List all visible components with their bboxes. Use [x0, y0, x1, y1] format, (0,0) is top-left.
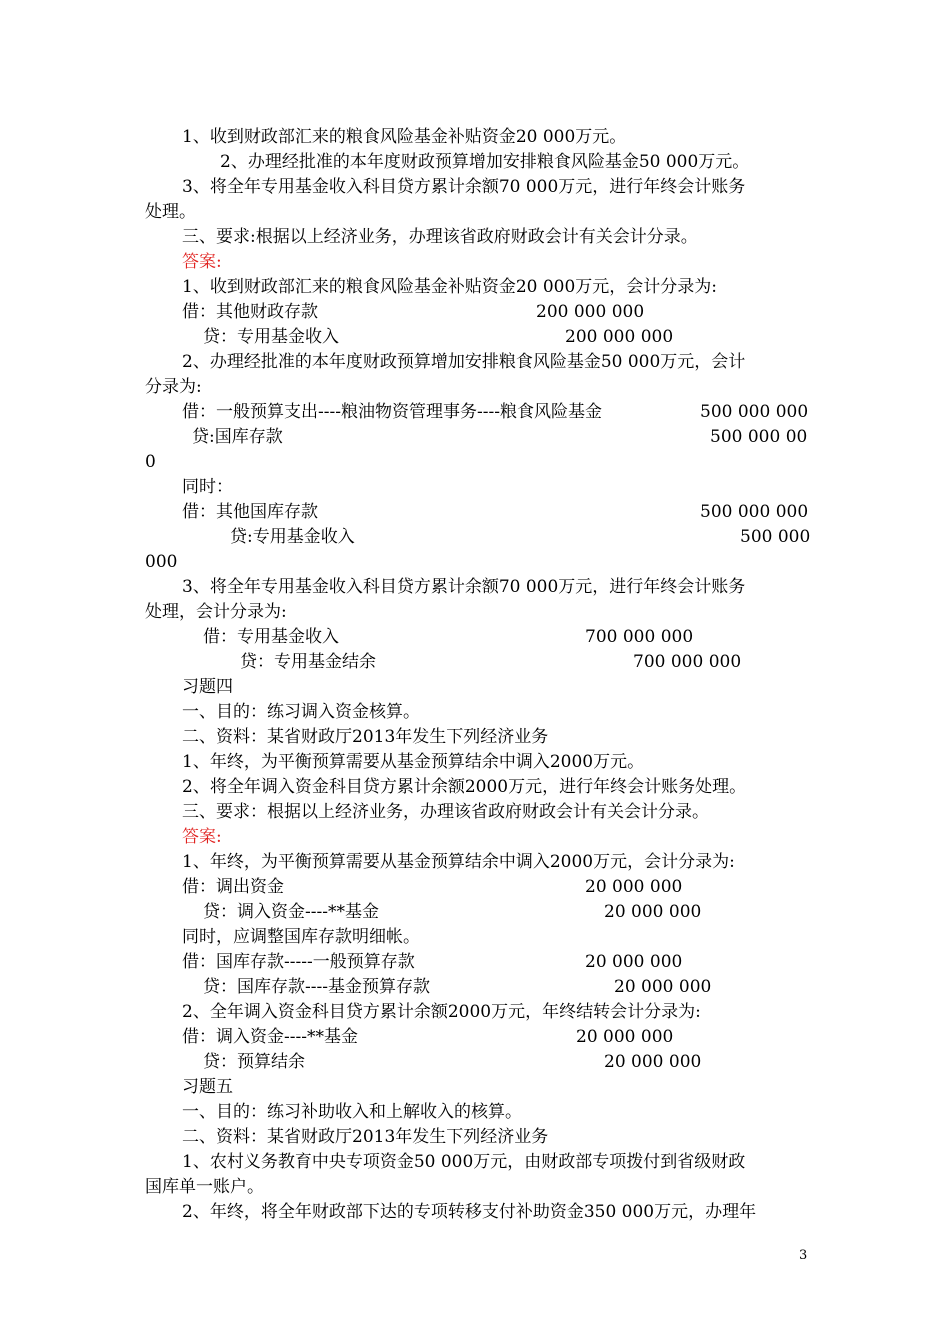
- answer-heading: 答案:: [182, 827, 222, 847]
- journal-entry: 贷：专用基金收入 200 000 000: [203, 327, 674, 347]
- text-line: 分录为:: [145, 377, 202, 397]
- journal-entry: 借：专用基金收入 700 000 000: [203, 627, 694, 647]
- text-line: 2、办理经批准的本年度财政预算增加安排粮食风险基金50 000万元，会计: [182, 352, 746, 372]
- journal-entry: 贷:国库存款 500 000 00: [192, 427, 808, 447]
- text-line: 三、要求:根据以上经济业务，办理该省政府财政会计有关会计分录。: [182, 227, 698, 247]
- text-line: 0: [145, 452, 156, 472]
- text-line: 000: [145, 552, 178, 572]
- text-line: 1、年终，为平衡预算需要从基金预算结余中调入2000万元。: [182, 752, 645, 772]
- text-line: 1、收到财政部汇来的粮食风险基金补贴资金20 000万元。: [182, 127, 627, 147]
- text-line: 二、资料：某省财政厅2013年发生下列经济业务: [182, 1127, 549, 1147]
- text-line: 2、年终，将全年财政部下达的专项转移支付补助资金350 000万元，办理年: [182, 1202, 757, 1222]
- text-line: 一、目的：练习补助收入和上解收入的核算。: [182, 1102, 522, 1122]
- journal-entry: 贷:专用基金收入 500 000: [230, 527, 811, 547]
- section-heading: 习题五: [182, 1077, 233, 1097]
- text-line: 3、将全年专用基金收入科目贷方累计余额70 000万元，进行年终会计账务: [182, 577, 746, 597]
- journal-entry: 借：调出资金 20 000 000: [182, 877, 683, 897]
- text-line: 1、农村义务教育中央专项资金50 000万元，由财政部专项拨付到省级财政: [182, 1152, 746, 1172]
- answer-heading: 答案:: [182, 252, 222, 272]
- journal-entry: 借：其他国库存款 500 000 000: [182, 502, 809, 522]
- journal-entry: 贷：国库存款----基金预算存款 20 000 000: [203, 977, 712, 997]
- journal-entry: 借：一般预算支出----粮油物资管理事务----粮食风险基金 500 000 000: [182, 402, 809, 422]
- journal-entry: 借：国库存款-----一般预算存款 20 000 000: [182, 952, 683, 972]
- text-line: 2、办理经批准的本年度财政预算增加安排粮食风险基金50 000万元。: [220, 152, 750, 172]
- text-line: 1、年终，为平衡预算需要从基金预算结余中调入2000万元，会计分录为:: [182, 852, 735, 872]
- text-line: 同时：: [182, 477, 233, 497]
- section-heading: 习题四: [182, 677, 233, 697]
- text-line: 3、将全年专用基金收入科目贷方累计余额70 000万元，进行年终会计账务: [182, 177, 746, 197]
- text-line: 2、将全年调入资金科目贷方累计余额2000万元，进行年终会计账务处理。: [182, 777, 747, 797]
- text-line: 处理，会计分录为:: [145, 602, 287, 622]
- text-line: 国库单一账户。: [145, 1177, 264, 1197]
- journal-entry: 贷：专用基金结余 700 000 000: [240, 652, 742, 672]
- text-line: 1、收到财政部汇来的粮食风险基金补贴资金20 000万元，会计分录为:: [182, 277, 718, 297]
- text-line: 同时，应调整国库存款明细帐。: [182, 927, 420, 947]
- text-line: 二、资料：某省财政厅2013年发生下列经济业务: [182, 727, 549, 747]
- journal-entry: 贷：调入资金----**基金 20 000 000: [203, 902, 702, 922]
- text-line: 一、目的：练习调入资金核算。: [182, 702, 420, 722]
- journal-entry: 贷：预算结余 20 000 000: [203, 1052, 702, 1072]
- journal-entry: 借：调入资金----**基金 20 000 000: [182, 1027, 674, 1047]
- page-number: 3: [799, 1248, 808, 1263]
- text-line: 三、要求：根据以上经济业务，办理该省政府财政会计有关会计分录。: [182, 802, 709, 822]
- text-line: 2、全年调入资金科目贷方累计余额2000万元，年终结转会计分录为:: [182, 1002, 701, 1022]
- journal-entry: 借：其他财政存款 200 000 000: [182, 302, 645, 322]
- text-line: 处理。: [145, 202, 196, 222]
